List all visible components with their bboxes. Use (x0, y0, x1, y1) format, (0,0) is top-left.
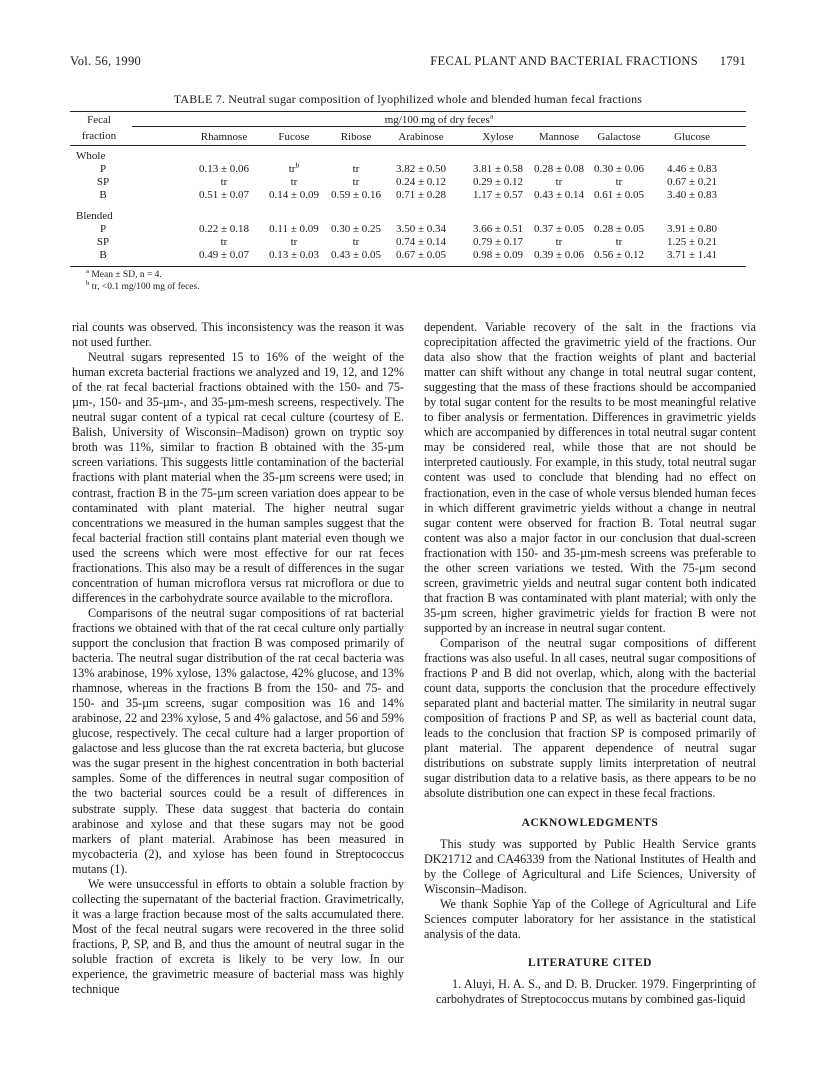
cell-value: tr (220, 176, 228, 188)
footnote-text: Mean ± SD, n = 4. (88, 270, 162, 280)
table-cell (379, 189, 463, 201)
cell-value: 0.28 ± 0.05 (593, 223, 645, 235)
cell-value: tr (288, 163, 296, 175)
table-group-blended (70, 210, 746, 223)
table-cell (577, 176, 661, 188)
paragraph: Comparisons of the neutral sugar compositions of rat bacterial fractions we obtained with that of the rat cecal culture only partially support the conclusion that fraction B was composed primarily of bacteria. The neutral sugar distribution of the rat cecal bacteria was 13% arabinose, 19% xylose, 13% galactose, 42% glucose, and 13% rhamnose, whereas in the fractions B from the 150- and 75- and 150- and 35-µm screens, sugar composition was 16 and 14% arabinose, 22 and 23% xylose, 5 and 4% galactose, and 56 and 59% glucose, respectively. The cecal culture had a larger proportion of galactose and less glucose than the rat excreta bacteria, but glucose was the sugar present in the highest concentration in both bacterial samples. Some of the differences in neutral sugar composition of the two bacterial sources could be a result of differences in substrate supply. These data suggest that bacteria do contain arabinose and xylose and that these sugars may not be good markers of plant material. Arabinose has been measured in mycobacteria (2), and xylose has been found in Streptococcus mutans (1). (72, 605, 404, 876)
row-label: P (99, 163, 107, 175)
cell-value: 1.25 ± 0.21 (666, 236, 718, 248)
column-header-fucose: Fucose (278, 131, 310, 143)
table-row (70, 249, 746, 262)
table-cell (379, 176, 463, 188)
cell-value: 0.43 ± 0.05 (330, 249, 382, 261)
cell-value: 1.17 ± 0.57 (472, 189, 524, 201)
cell-value: 0.56 ± 0.12 (593, 249, 645, 261)
table-cell (379, 223, 463, 235)
column-header-ribose: Ribose (340, 131, 372, 143)
cell-value: 3.91 ± 0.80 (666, 223, 718, 235)
page-number: 1791 (719, 54, 746, 68)
table-cell (577, 223, 661, 235)
table-cell (650, 223, 734, 235)
stub-header-line-1: Fecal (87, 114, 111, 126)
paragraph: dependent. Variable recovery of the salt in the fractions via coprecipitation affected the gravimetric yield of the fractions. Our data also show that the fraction weights of plant and bacterial matter can shift without any change in total neutral sugar content, suggesting that the mass of these fractions should be accompanied by total sugar content for the results to be most meaningful relative to fiber analysis or fermentation. Differences in gravimetric yields which are accompanied by differences in total neutral sugar content may be considered real, while those that are not should be interpreted cautiously. For example, in this study, total neutral sugar content was used to conclude that blending had no effect on fractionation, even in the case of whole versus blended human feces in which different gravimetric yields without a change in neutral sugar content were observed for fraction B. Total neutral sugar content was also a major factor in our conclusion that dual-screen fractionation with 150- and 35-µm-mesh screens was preferable to the other screen variations we tested. With the 75-µm second screen, gravimetric yields and neutral sugar content both indicated that fraction B was contaminated with plant material; with only the 35-µm screen, higher gravimetric yields for fraction B were not supported by an increase in neutral sugar content. (424, 320, 756, 635)
cell-value: 3.50 ± 0.34 (395, 223, 447, 235)
cell-value: 0.13 ± 0.03 (268, 249, 320, 261)
cell-value: tr (555, 176, 563, 188)
cell-value: 0.43 ± 0.14 (533, 189, 585, 201)
cell-value: tr (352, 176, 360, 188)
column-header-arabinose: Arabinose (398, 131, 444, 143)
cell-value: 0.67 ± 0.05 (395, 249, 447, 261)
cell-value: tr (220, 236, 228, 248)
column-header-galactose: Galactose (597, 131, 641, 143)
cell-value: 0.11 ± 0.09 (269, 223, 319, 235)
table-caption: TABLE 7. Neutral sugar composition of lyophilized whole and blended human fecal fractions (173, 92, 643, 106)
cell-value: 0.24 ± 0.12 (395, 176, 447, 188)
stub-header-line-2: fraction (81, 130, 117, 142)
table-row (70, 189, 746, 202)
table-header-top (70, 112, 746, 127)
page-header (70, 54, 746, 72)
table-cell (650, 189, 734, 201)
cell-value: 0.61 ± 0.05 (593, 189, 645, 201)
cell-value: 4.46 ± 0.83 (666, 163, 718, 175)
table-cell (577, 236, 661, 248)
reference-list (424, 977, 756, 1007)
column-header-glucose: Glucose (673, 131, 711, 143)
cell-value: 0.67 ± 0.21 (666, 176, 718, 188)
acknowledgments-heading: ACKNOWLEDGMENTS (521, 816, 659, 829)
cell-value: 3.81 ± 0.58 (472, 163, 524, 175)
cell-value: 0.30 ± 0.06 (593, 163, 645, 175)
cell-value: 3.40 ± 0.83 (666, 189, 718, 201)
running-title: FECAL PLANT AND BACTERIAL FRACTIONS (430, 54, 698, 68)
cell-value: 0.79 ± 0.17 (472, 236, 524, 248)
cell-value: 0.71 ± 0.28 (395, 189, 447, 201)
column-header-mannose: Mannose (538, 131, 580, 143)
column-header-xylose: Xylose (482, 131, 514, 143)
table-footnotes (86, 269, 200, 293)
acknowledgment-paragraph: We thank Sophie Yap of the College of Agricultural and Life Sciences computer laboratory for her assistance in the statistical analysis of the data. (424, 896, 756, 941)
row-label: B (99, 189, 107, 201)
paragraph: Neutral sugars represented 15 to 16% of the weight of the human excreta bacterial fractions we analyzed and 19, 12, and 12% of the rat fecal bacterial fractions obtained with the 150- and 75-µm-, 150- and 35-µm-, and 35-µm-mesh screens, respectively. The neutral sugar content of a typical rat cecal culture (courtesy of E. Balish, University of Wisconsin–Madison) grown on tryptic soy broth was 11%, similar to fraction B obtained with the 35-µm screen variations. This suggests little contamination of the bacterial fractions with plant material when the 35-µm screens were used; in contrast, fraction B in the 75-µm screen variation does appear to be contaminated with plant material. The higher neutral sugar concentrations we measured in the human samples suggest that the fecal bacterial fraction still contains plant material even though we used the screens which were most effective for our rat feces fractionations. This also may be a result of differences in the sugar concentration of human microflora versus rat microflora or due to differences in the carbohydrate source available to the microflora. (72, 350, 404, 605)
table-row (70, 160, 746, 176)
cell-value: 3.66 ± 0.51 (472, 223, 524, 235)
table-row (70, 176, 746, 189)
cell-value: tr (352, 163, 360, 175)
group-label: Whole (76, 150, 106, 162)
acknowledgments-text (424, 837, 756, 942)
table-cell (379, 236, 463, 248)
cell-value: 0.37 ± 0.05 (533, 223, 585, 235)
data-table (70, 111, 746, 267)
cell-value: 0.13 ± 0.06 (198, 163, 250, 175)
cell-value: tr (352, 236, 360, 248)
footnote-mark: b (86, 279, 90, 287)
cell-value: tr (615, 176, 623, 188)
cell-value: 0.59 ± 0.16 (330, 189, 382, 201)
cell-value: 0.98 ± 0.09 (472, 249, 524, 261)
table-spacer (70, 262, 746, 266)
reference: 1. Aluyi, H. A. S., and D. B. Drucker. 1979. Fingerprinting of carbohydrates of Streptococcus mutans by combined gas-liquid (436, 976, 756, 1006)
right-text-column (424, 320, 756, 1007)
discussion-text (424, 320, 756, 802)
table-cell (577, 249, 661, 261)
cell-value: 0.22 ± 0.18 (198, 223, 250, 235)
paragraph: rial counts was observed. This inconsistency was the reason it was not used further. (72, 320, 404, 350)
cell-value: 0.28 ± 0.08 (533, 163, 585, 175)
table-cell (379, 249, 463, 261)
row-label: B (99, 249, 107, 261)
row-label: P (99, 223, 107, 235)
cell-value: 0.14 ± 0.09 (268, 189, 320, 201)
cell-value: 0.39 ± 0.06 (533, 249, 585, 261)
cell-value: tr (290, 236, 298, 248)
column-header-rhamnose: Rhamnose (200, 131, 248, 143)
footnote (86, 281, 200, 293)
table-row (70, 236, 746, 249)
table-group-whole (70, 150, 746, 163)
table-cell (650, 176, 734, 188)
footnote-mark: a (86, 267, 89, 275)
left-text-column (72, 320, 404, 997)
footnote-text: tr, <0.1 mg/100 mg of feces. (89, 282, 200, 292)
table-cell (650, 249, 734, 261)
row-label: SP (96, 176, 110, 188)
paragraph: Comparison of the neutral sugar compositions of different fractions was also useful. In all cases, neutral sugar compositions of fractions P and B did not overlap, which, along with the bacterial count data, supports the conclusion that the procedure effectively separated plant and bacterial matter. The similarity in neutral sugar composition of fractions P and SP, as well as bacterial count data, leads to the conclusion that fraction SP is composed primarily of plant material. The apparent dependence of neutral sugar distributions on substrate supply limits interpretation of neutral sugar distribution data to a relative basis, as there appears to be no absolute distribution one can expect in these fecal fractions. (424, 635, 756, 801)
cell-value: 0.29 ± 0.12 (472, 176, 524, 188)
table-header-columns (70, 127, 746, 146)
cell-value: 0.51 ± 0.07 (198, 189, 250, 201)
acknowledgment-paragraph: This study was supported by Public Health Service grants DK21712 and CA46339 from the National Institutes of Health and by the College of Agricultural and Life Sciences, University of Wisconsin–Madison. (424, 836, 756, 896)
row-label: SP (96, 236, 110, 248)
table-cell (379, 163, 463, 175)
table-row (70, 223, 746, 236)
unit-header (132, 111, 746, 126)
cell-value: 3.71 ± 1.41 (666, 249, 718, 261)
cell-value: tr (555, 236, 563, 248)
group-label: Blended (76, 210, 113, 222)
table-cell (577, 189, 661, 201)
cell-value: 0.49 ± 0.07 (198, 249, 250, 261)
cell-value: tr (615, 236, 623, 248)
cell-value: 3.82 ± 0.50 (395, 163, 447, 175)
literature-heading: LITERATURE CITED (527, 956, 653, 969)
table-cell (650, 163, 734, 175)
cell-value: tr (290, 176, 298, 188)
table-cell (650, 236, 734, 248)
unit-header-text: mg/100 mg of dry feces (384, 114, 490, 126)
unit-footnote-mark: a (489, 111, 494, 121)
table-cell (577, 163, 661, 175)
trace-footnote-mark: b (295, 160, 300, 170)
footnote (86, 269, 200, 281)
cell-value: 0.74 ± 0.14 (395, 236, 447, 248)
table-spacer (70, 202, 746, 210)
paragraph: We were unsuccessful in efforts to obtain a soluble fraction by collecting the supernatant of the bacterial fraction. Gravimetrically, it was a large fraction because most of the salts accumulated there. Most of the fecal neutral sugars were recovered in the three solid fractions, P, SP, and B, and thus the amount of neutral sugar in the soluble fraction of excreta is likely to be very low. In our experience, the gravimetric measure of bacterial mass was highly technique (72, 876, 404, 997)
journal-volume: Vol. 56, 1990 (70, 54, 142, 68)
cell-value: 0.30 ± 0.25 (330, 223, 382, 235)
